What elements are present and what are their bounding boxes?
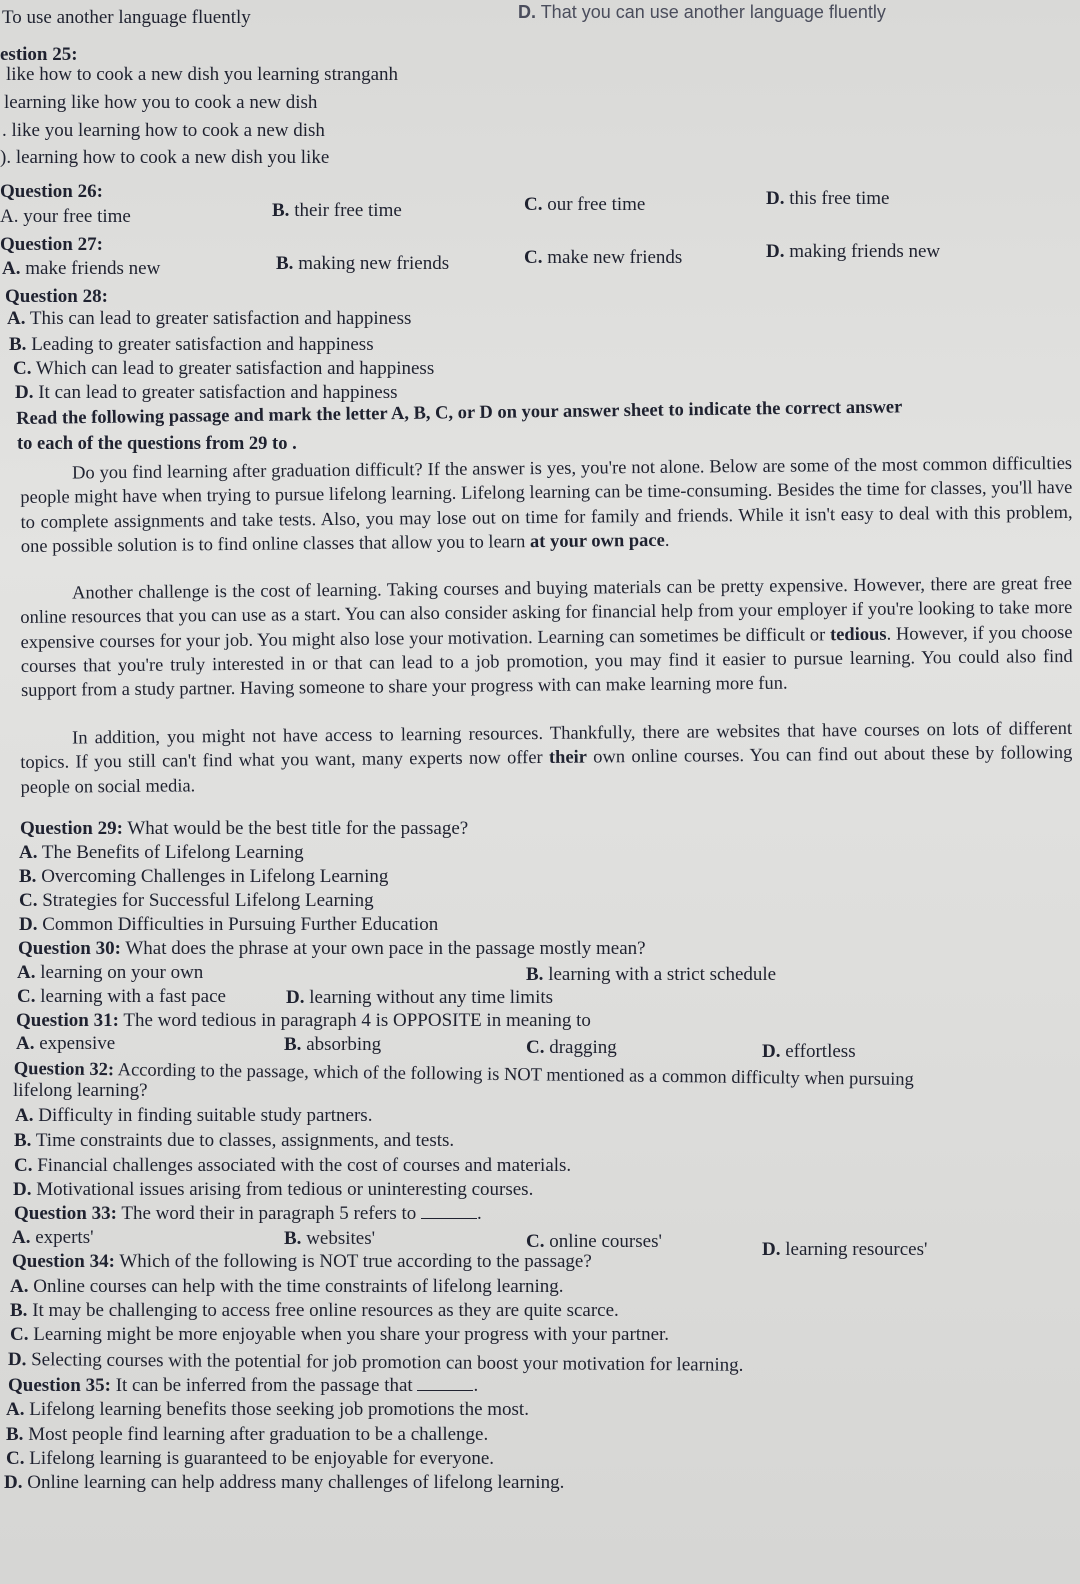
q33-option-d: D. learning resources' bbox=[762, 1239, 928, 1260]
question-27-label: Question 27: bbox=[0, 234, 103, 255]
q34-option-c: C. Learning might be more enjoyable when you share your progress with your partner. bbox=[10, 1324, 670, 1345]
q27-option-b: B. making new friends bbox=[276, 253, 450, 274]
q25-option-d: ). learning how to cook a new dish you like bbox=[0, 147, 330, 168]
q32-option-b: B. Time constraints due to classes, assignments, and tests. bbox=[14, 1130, 455, 1151]
q26-option-b: B. their free time bbox=[272, 200, 402, 221]
question-25-label: estion 25: bbox=[0, 44, 78, 65]
q30-option-b: B. learning with a strict schedule bbox=[526, 964, 777, 985]
passage-paragraph-2: Another challenge is the cost of learning. Taking courses and buying materials can be pretty expensive. However, there are great free online resources that you can use as a start. You can also consider asking for financial help from your employer if you're looking to take more expensive courses for your job. You might also lose your motivation. Learning can sometimes be difficult or tedious. However, if you choose courses that you're truly interested in or that can lead to a job promotion, you may find it easier to pursue learning. You could also find support from a study partner. Having someone to share your progress with can make learning more fun. bbox=[20, 573, 1073, 702]
q28-option-b: B. Leading to greater satisfaction and happiness bbox=[9, 334, 374, 355]
question-33: Question 33: The word their in paragraph 5 refers to . bbox=[14, 1203, 482, 1224]
q27-option-a: A. make friends new bbox=[2, 258, 161, 279]
q25-option-a: like how to cook a new dish you learning stranganh bbox=[6, 64, 399, 85]
prev-option-d: D. That you can use another language fluently bbox=[518, 2, 886, 22]
q26-option-a: A. your free time bbox=[0, 206, 131, 227]
question-32: Question 32: According to the passage, which of the following is NOT mentioned as a common difficulty when pursuing bbox=[13, 1058, 914, 1090]
q29-option-d: D. Common Difficulties in Pursuing Further Education bbox=[19, 914, 439, 935]
question-34: Question 34: Which of the following is NOT true according to the passage? bbox=[12, 1251, 592, 1272]
q27-option-c: C. make new friends bbox=[524, 247, 683, 268]
q29-option-c: C. Strategies for Successful Lifelong Learning bbox=[19, 890, 374, 911]
answer-blank bbox=[417, 1390, 473, 1391]
q31-option-b: B. absorbing bbox=[284, 1034, 382, 1055]
prev-option-text: To use another language fluently bbox=[2, 7, 251, 28]
q26-option-c: C. our free time bbox=[524, 194, 646, 215]
question-32-stem-cont: lifelong learning? bbox=[13, 1080, 148, 1101]
q32-option-c: C. Financial challenges associated with the cost of courses and materials. bbox=[14, 1155, 572, 1176]
question-26-label: Question 26: bbox=[0, 181, 103, 202]
q29-option-a: A. The Benefits of Lifelong Learning bbox=[19, 842, 304, 863]
reading-instruction-line2: to each of the questions from 29 to . bbox=[17, 434, 297, 454]
q27-option-d: D. making friends new bbox=[766, 241, 941, 262]
q32-option-a: A. Difficulty in finding suitable study partners. bbox=[15, 1105, 373, 1126]
q34-option-d: D. Selecting courses with the potential for job promotion can boost your motivation for learning. bbox=[7, 1349, 744, 1376]
question-29: Question 29: What would be the best title for the passage? bbox=[20, 818, 469, 839]
q35-option-b: B. Most people find learning after graduation to be a challenge. bbox=[6, 1424, 489, 1445]
q35-option-a: A. Lifelong learning benefits those seeking job promotions the most. bbox=[6, 1399, 529, 1420]
q33-option-c: C. online courses' bbox=[526, 1231, 662, 1252]
question-28-label: Question 28: bbox=[5, 286, 108, 307]
q31-option-d: D. effortless bbox=[762, 1041, 856, 1062]
question-35: Question 35: It can be inferred from the passage that . bbox=[8, 1375, 479, 1396]
q34-option-b: B. It may be challenging to access free online resources as they are quite scarce. bbox=[10, 1300, 619, 1321]
question-30: Question 30: What does the phrase at your own pace in the passage mostly mean? bbox=[18, 938, 646, 959]
q28-option-a: A. This can lead to greater satisfaction and happiness bbox=[7, 308, 412, 329]
reading-instruction-line1: Read the following passage and mark the letter A, B, C, or D on your answer sheet to indicate the correct answer bbox=[16, 397, 903, 429]
q33-option-b: B. websites' bbox=[284, 1228, 376, 1249]
question-31: Question 31: The word tedious in paragraph 4 is OPPOSITE in meaning to bbox=[16, 1010, 591, 1031]
passage-paragraph-1: Do you find learning after graduation difficult? If the answer is yes, you're not alone. Below are some of the most common difficulties people might have when trying to pursue lifelong learning. Lifelong learning can be time-consuming. Besides the time for classes, you'll have to complete assignments and take tests. Also, you may lose out on time for family and friends. While it isn't easy to deal with this problem, one possible solution is to find online classes that allow you to learn at your own pace. bbox=[20, 453, 1073, 557]
q34-option-a: A. Online courses can help with the time constraints of lifelong learning. bbox=[10, 1276, 564, 1297]
q29-option-b: B. Overcoming Challenges in Lifelong Learning bbox=[19, 866, 389, 887]
q25-option-b: learning like how you to cook a new dish bbox=[4, 92, 318, 113]
q31-option-a: A. expensive bbox=[16, 1033, 116, 1054]
q25-option-c: . like you learning how to cook a new dish bbox=[2, 120, 325, 141]
q31-option-c: C. dragging bbox=[526, 1037, 617, 1058]
q33-option-a: A. experts' bbox=[12, 1227, 94, 1248]
q28-option-c: C. Which can lead to greater satisfaction and happiness bbox=[13, 358, 435, 379]
q32-option-d: D. Motivational issues arising from tedious or uninteresting courses. bbox=[13, 1179, 534, 1200]
q30-option-d: D. learning without any time limits bbox=[286, 987, 554, 1008]
q35-option-d: D. Online learning can help address many challenges of lifelong learning. bbox=[4, 1472, 565, 1493]
q28-option-d: D. It can lead to greater satisfaction and happiness bbox=[15, 382, 398, 403]
answer-blank bbox=[421, 1218, 477, 1219]
q35-option-c: C. Lifelong learning is guaranteed to be enjoyable for everyone. bbox=[6, 1448, 495, 1469]
q30-option-c: C. learning with a fast pace bbox=[17, 986, 226, 1007]
passage-paragraph-3: In addition, you might not have access to learning resources. Thankfully, there are websites that have courses on lots of different topics. If you still can't find what you want, many experts now offer their own online courses. You can find out about these by following people on social media. bbox=[20, 718, 1073, 798]
q26-option-d: D. this free time bbox=[766, 188, 890, 209]
q30-option-a: A. learning on your own bbox=[17, 962, 204, 983]
